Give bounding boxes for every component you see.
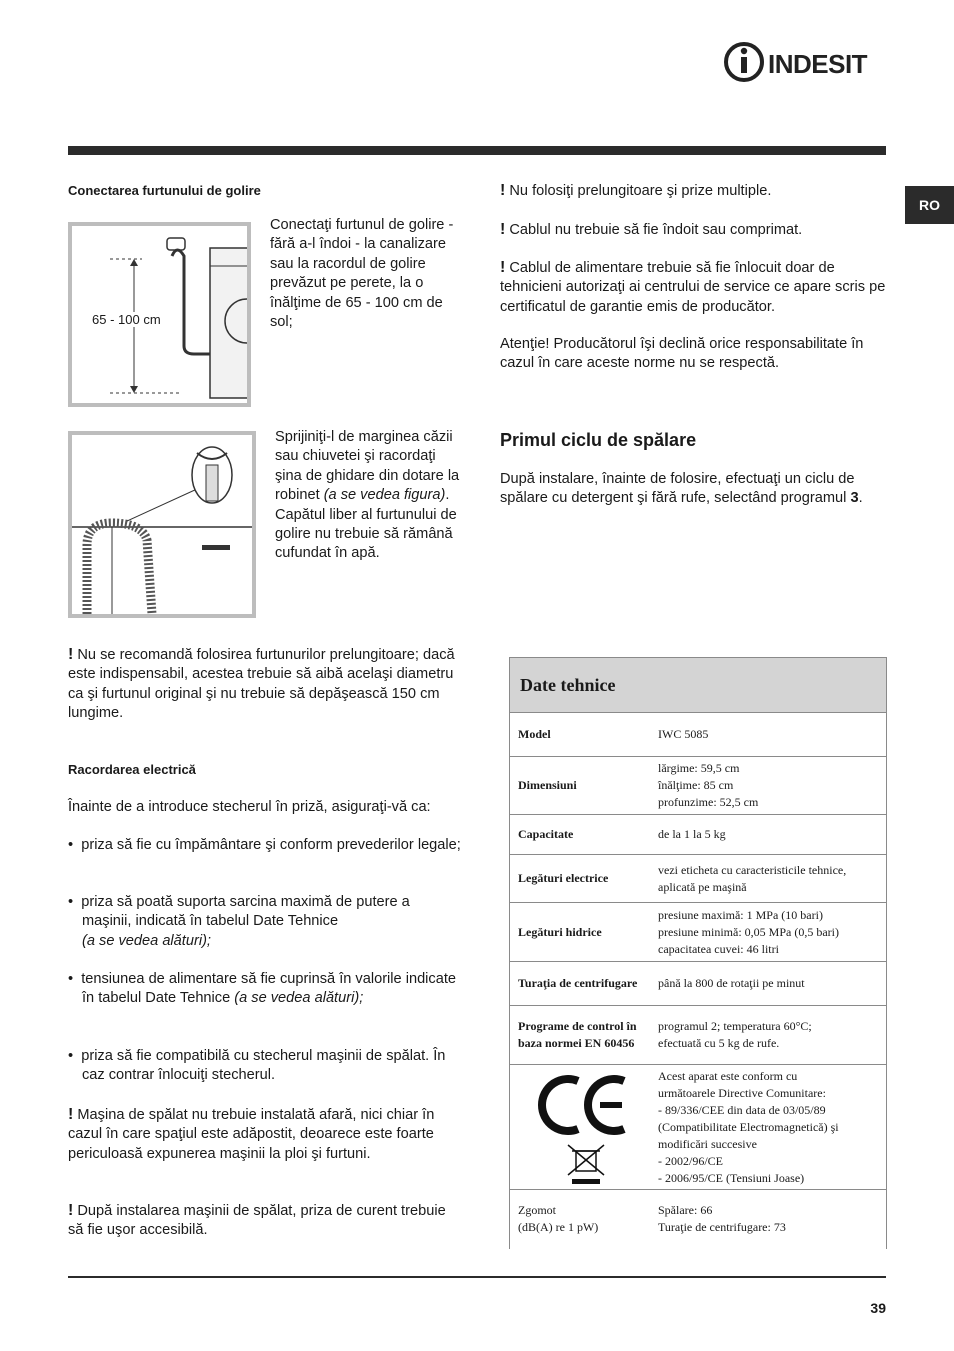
value-line: vezi eticheta cu caracteristicile tehnice, (658, 862, 847, 877)
exclamation-icon: ! (500, 259, 506, 276)
table-row (509, 815, 887, 855)
weee-bin-icon (568, 1145, 604, 1184)
row-label: Legături hidrice (518, 924, 602, 939)
height-label: 65 - 100 cm (92, 312, 161, 327)
row-label: Legături electrice (518, 871, 609, 885)
warning-socket-access-text: După instalarea maşinii de spălat, priza de curent trebuie să fie uşor accesibilă. (68, 1203, 446, 1239)
bottom-rule (68, 1276, 886, 1278)
first-cycle-text-main: După instalare, înainte de folosire, efectuaţi un ciclu de spălare cu detergent şi fără rufe, selectând programul (500, 471, 855, 507)
value-line: modificări succesive (658, 1136, 757, 1151)
value-line: - 2002/96/CE (658, 1153, 723, 1168)
row-label: Turaţia de centrifugare (518, 976, 638, 990)
table-row (509, 1006, 887, 1065)
table-row-noise (509, 1190, 887, 1249)
noise-label-line2: (dB(A) re 1 pW) (518, 1220, 599, 1234)
first-cycle-title: Primul ciclu de spălare (500, 430, 697, 450)
bullet-voltage: • tensiunea de alimentare să fie cuprinsă în valorile indicate în tabelul Date Tehnice (a se vedea alături); (68, 971, 457, 1007)
drain-instruction-2-ref: (a se vedea figura) (323, 487, 446, 504)
indesit-logo-svg (724, 40, 888, 84)
exclamation-icon: ! (68, 646, 74, 663)
warning-socket-access (68, 1201, 453, 1241)
row-label: Programe de control în baza normei EN 60456 (518, 1019, 637, 1050)
bullet-grounding-text: priza să fie cu împământare şi conform prevederilor legale; (81, 837, 461, 853)
row-value (650, 713, 886, 756)
exclamation-icon: ! (500, 221, 506, 238)
value-line: de la 1 la 5 kg (658, 827, 726, 841)
value-line: profunzime: 52,5 cm (658, 795, 759, 809)
value-line: până la 800 de rotaţii pe minut (658, 976, 805, 990)
row-value (650, 757, 886, 814)
bullet-plug: • priza să fie compatibilă cu stecherul maşinii de spălat. În caz contrar înlocuiţi stecherul. (68, 1048, 446, 1084)
drain-instruction-2-a: Sprijiniţi-l de marginea căzii sau chiuvetei şi racordaţi şina de ghidare din dotare la robinet (275, 429, 460, 504)
table-row-ce (509, 1065, 887, 1190)
value-line: Turaţie de centrifugare: 73 (658, 1220, 786, 1234)
value-line: lărgime: 59,5 cm (658, 761, 740, 775)
ce-mark-icon (534, 1067, 634, 1187)
value-line: înălţime: 85 cm (658, 778, 734, 792)
value-line: programul 2; temperatura 60°C; (658, 1019, 812, 1033)
value-line: efectuată cu 5 kg de rufe. (658, 1036, 780, 1050)
technical-data-title: Date tehnice (509, 657, 887, 713)
warning-cable-replace-text: Cablul de alimentare trebuie să fie înlocuit doar de tehnicieni autorizaţi ai centrului de service ce apare scris pe certificatul de garantie emis de producător. (500, 260, 886, 315)
value-line: - 2006/95/CE (Tensiuni Joase) (658, 1170, 805, 1185)
indesit-logo (724, 40, 888, 84)
row-label: Capacitate (518, 827, 574, 841)
warning-outdoor-text: Maşina de spălat nu trebuie instalată afară, nici chiar în cazul în care spaţiul este adăpostit, deoarece este foarte periculoasă expunerea maşinii la ploi şi furtuni. (68, 1107, 435, 1162)
row-label: Dimensiuni (518, 778, 577, 792)
value-line: - 89/336/CEE din data de 03/05/89 (658, 1102, 826, 1117)
table-row (509, 962, 887, 1006)
row-value (650, 1006, 886, 1064)
first-cycle-text (500, 470, 886, 509)
exclamation-icon: ! (68, 1106, 74, 1123)
figure-drain-sink (68, 431, 256, 618)
value-line: presiune maximă: 1 MPa (10 bari) (658, 907, 823, 922)
bullet-grounding: • priza să fie cu împământare şi conform prevederilor legale; (68, 837, 461, 853)
first-cycle-program: 3 (850, 490, 859, 507)
row-value (650, 855, 886, 902)
table-row (509, 855, 887, 903)
bullet-load: • priza să poată suporta sarcina maximă de putere a maşinii, indicată în tabelul Date Tehnice (a se vedea alături); (68, 894, 410, 949)
value-line: aplicată pe maşină (658, 879, 747, 894)
ce-mark-cell (510, 1065, 650, 1189)
bullet-load-text: priza să poată suporta sarcina maximă de putere a maşinii, indicată în tabelul Date Tehnice (81, 894, 410, 930)
warning-extension-hose (68, 645, 458, 724)
top-rule (68, 146, 886, 155)
electrical-intro: Înainte de a introduce stecherul în priză, asiguraţi-vă ca: (68, 799, 431, 815)
warning-extension-hose-text: Nu se recomandă folosirea furtunurilor prelungitoare; dacă este indispensabil, acestea trebuie să aibă acelaşi diametru ca şi furtunul original şi nu trebuie să depăşească 150 cm lungime. (68, 647, 455, 722)
exclamation-icon: ! (68, 1202, 74, 1219)
value-line: Spălare: 66 (658, 1203, 713, 1217)
warning-cable-replace (500, 258, 886, 317)
section-title-electrical: Racordarea electrică (68, 762, 196, 777)
warning-outdoor (68, 1105, 453, 1164)
bullet-voltage-ref: (a se vedea alături); (234, 990, 364, 1007)
row-value (650, 962, 886, 1005)
disclaimer: Atenţie! Producătorul îşi declină orice responsabilitate în cazul în care aceste norme nu se respectă. (500, 336, 864, 372)
bullet-load-ref: (a se vedea alături); (82, 932, 211, 949)
noise-label-line1: Zgomot (518, 1203, 556, 1217)
table-row (509, 713, 887, 757)
value-line: următoarele Directive Comunitare: (658, 1085, 826, 1100)
row-value (650, 815, 886, 854)
brand-wordmark: INDESIT (768, 49, 868, 79)
warning-cable-bend-text: Cablul nu trebuie să fie îndoit sau comprimat. (509, 222, 803, 238)
drain-sink-drawing (72, 435, 252, 614)
section-title-drain-hose: Conectarea furtunului de golire (68, 183, 261, 198)
table-row (509, 757, 887, 815)
bullet-plug-text: priza să fie compatibilă cu stecherul maşinii de spălat. În caz contrar înlocuiţi stecherul. (81, 1048, 446, 1084)
drain-instruction-2-b: . Capătul liber al furtunului de golire nu trebuie să rămână cufundat în apă. (275, 487, 457, 562)
noise-label (510, 1190, 650, 1249)
row-value (650, 903, 886, 961)
warning-no-extensions (500, 181, 886, 201)
drain-instruction-2 (275, 428, 460, 564)
value-line: IWC 5085 (658, 727, 709, 741)
warning-cable-bend (500, 220, 886, 240)
row-label: Model (518, 727, 551, 741)
value-line: presiune minimă: 0,05 MPa (0,5 bari) (658, 924, 839, 939)
language-tab: RO (905, 186, 954, 224)
value-line: Acest aparat este conform cu (658, 1068, 798, 1083)
noise-values (650, 1190, 886, 1249)
table-row (509, 903, 887, 962)
exclamation-icon: ! (500, 182, 506, 199)
ce-compliance-text (650, 1065, 886, 1189)
value-line: (Compatibilitate Electromagnetică) şi (658, 1119, 839, 1134)
page-number: 39 (870, 1300, 886, 1316)
technical-data-table (509, 657, 887, 1249)
warning-no-extensions-text: Nu folosiţi prelungitoare şi prize multiple. (509, 183, 772, 199)
value-line: capacitatea cuvei: 46 litri (658, 941, 779, 956)
first-cycle-end: . (858, 490, 863, 507)
bullet-voltage-text: tensiunea de alimentare să fie cuprinsă în valorile indicate în tabelul Date Tehnice (81, 971, 457, 1007)
drain-instruction-1: Conectaţi furtunul de golire - fără a-l îndoi - la canalizare sau la racordul de golire prevăzut pe perete, la o înălţime de 65 - 100 cm de sol; (270, 217, 454, 331)
